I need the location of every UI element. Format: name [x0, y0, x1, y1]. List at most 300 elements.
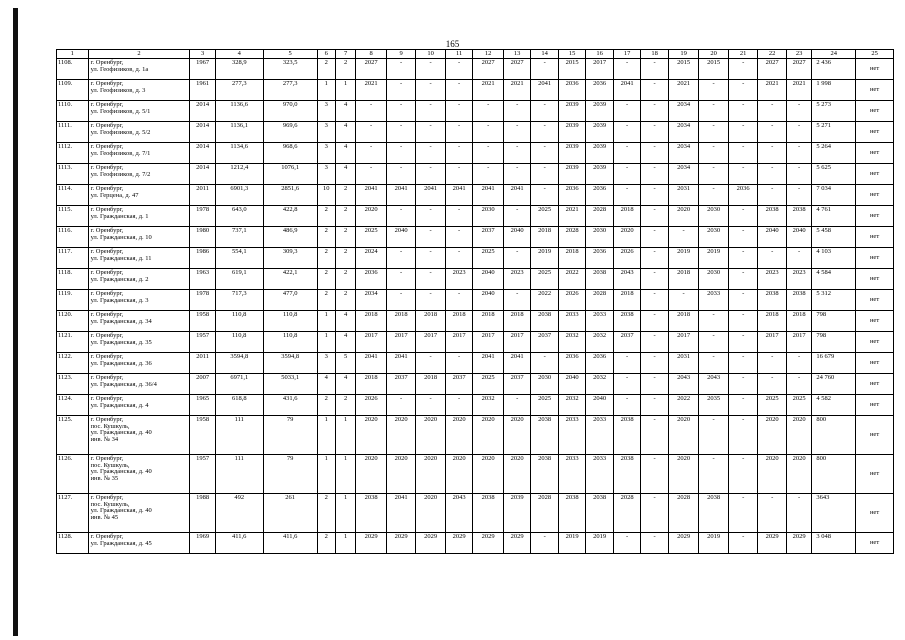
cell-col-12: 2018 — [473, 311, 504, 332]
cell-col-17: 2018 — [613, 290, 640, 311]
address-cell — [88, 164, 190, 185]
table-row — [57, 248, 894, 269]
row-number: 1123. — [57, 374, 89, 395]
cell-col-10: - — [416, 80, 446, 101]
address-cell — [88, 248, 190, 269]
address-line: ул. Гражданская, д. 11 — [90, 254, 152, 262]
cell-col-24: 5 312 — [812, 290, 856, 311]
cell-col-17: 2043 — [613, 269, 640, 290]
column-number: 4 — [215, 50, 263, 59]
address-line: ул. Гражданская, д. 2 — [90, 275, 149, 283]
cell-col-12: 2030 — [473, 206, 504, 227]
cell-col-11: 2029 — [445, 533, 472, 554]
cell-col-14: 2038 — [531, 311, 558, 332]
cell-col-18: - — [641, 269, 668, 290]
cell-col-12: 2021 — [473, 80, 504, 101]
cell-col-16: 2028 — [586, 290, 613, 311]
column-number: 1 — [57, 50, 89, 59]
cell-col-17: - — [613, 143, 640, 164]
cell-col-14: 2019 — [531, 248, 558, 269]
cell-col-17: - — [613, 185, 640, 206]
cell-col-19: 2020 — [668, 206, 699, 227]
cell-col-11: 2041 — [445, 185, 472, 206]
cell-col-7: 4 — [335, 101, 355, 122]
address-line: г. Оренбург, — [90, 248, 124, 255]
cell-col-24: 5 273 — [812, 101, 856, 122]
cell-col-3: 1957 — [190, 332, 215, 353]
cell-col-14: 2025 — [531, 269, 558, 290]
cell-col-16: 2033 — [586, 455, 613, 494]
cell-col-19: 2018 — [668, 311, 699, 332]
table-row — [57, 374, 894, 395]
cell-col-25: нет — [856, 59, 894, 80]
cell-col-24: 16 679 — [812, 353, 856, 374]
cell-col-8: 2020 — [356, 206, 387, 227]
column-number: 2 — [88, 50, 190, 59]
cell-col-23: - — [786, 122, 811, 143]
cell-col-23: 2023 — [786, 269, 811, 290]
cell-col-23: - — [786, 143, 811, 164]
cell-col-3: 2014 — [190, 143, 215, 164]
cell-col-21: - — [728, 143, 758, 164]
address-line: ул. Геофизиков, д. 1а — [90, 65, 149, 73]
cell-col-15: 2026 — [558, 290, 585, 311]
cell-col-21: - — [728, 311, 758, 332]
cell-col-6: 10 — [317, 185, 335, 206]
address-cell — [88, 455, 190, 494]
cell-col-15: 2038 — [558, 494, 585, 533]
cell-col-10: - — [416, 143, 446, 164]
cell-col-22: 2040 — [758, 227, 787, 248]
cell-col-19: 2022 — [668, 395, 699, 416]
cell-col-19: 2015 — [668, 59, 699, 80]
cell-col-18: - — [641, 206, 668, 227]
cell-col-7: 1 — [335, 80, 355, 101]
cell-col-11: - — [445, 143, 472, 164]
address-line: ул. Гражданская, д. 35 — [90, 338, 152, 346]
cell-col-12: 2025 — [473, 374, 504, 395]
cell-col-25: нет — [856, 353, 894, 374]
cell-col-14: 2030 — [531, 374, 558, 395]
cell-col-21: - — [728, 353, 758, 374]
address-line: г. Оренбург, — [90, 311, 124, 318]
cell-col-17: - — [613, 59, 640, 80]
cell-col-6: 2 — [317, 494, 335, 533]
cell-col-8: 2017 — [356, 332, 387, 353]
cell-col-5: 431,6 — [263, 395, 317, 416]
cell-col-9: 2041 — [386, 353, 416, 374]
table-row — [57, 416, 894, 455]
cell-col-16: 2030 — [586, 227, 613, 248]
cell-col-11: - — [445, 395, 472, 416]
cell-col-25: нет — [856, 455, 894, 494]
cell-col-20: - — [699, 455, 729, 494]
cell-col-21: - — [728, 416, 758, 455]
cell-col-15: 2018 — [558, 248, 585, 269]
cell-col-13: 2039 — [503, 494, 530, 533]
cell-col-5: 5033,1 — [263, 374, 317, 395]
cell-col-11: 2017 — [445, 332, 472, 353]
cell-col-18: - — [641, 101, 668, 122]
cell-col-22: - — [758, 122, 787, 143]
address-line: г. Оренбург, — [90, 455, 124, 462]
cell-col-15: 2039 — [558, 101, 585, 122]
cell-col-25: нет — [856, 80, 894, 101]
cell-col-9: - — [386, 395, 416, 416]
row-number: 1109. — [57, 80, 89, 101]
address-line: г. Оренбург, — [90, 164, 124, 171]
cell-col-19: - — [668, 290, 699, 311]
cell-col-4: 554,1 — [215, 248, 263, 269]
cell-col-9: 2018 — [386, 311, 416, 332]
table-row — [57, 80, 894, 101]
cell-col-20: 2015 — [699, 59, 729, 80]
cell-col-8: - — [356, 122, 387, 143]
cell-col-7: 5 — [335, 353, 355, 374]
cell-col-19: 2017 — [668, 332, 699, 353]
address-line: г. Оренбург, — [90, 143, 124, 150]
cell-col-6: 1 — [317, 332, 335, 353]
address-line: инв. № 35 — [90, 474, 119, 482]
cell-col-14: - — [531, 533, 558, 554]
cell-col-25: нет — [856, 164, 894, 185]
cell-col-20: 2019 — [699, 533, 729, 554]
cell-col-12: - — [473, 143, 504, 164]
cell-col-13: 2023 — [503, 269, 530, 290]
cell-col-5: 110,8 — [263, 332, 317, 353]
column-number: 22 — [758, 50, 787, 59]
cell-col-22: - — [758, 494, 787, 533]
cell-col-17: 2020 — [613, 227, 640, 248]
cell-col-24: 4 582 — [812, 395, 856, 416]
register-table — [56, 49, 894, 554]
cell-col-22: - — [758, 101, 787, 122]
cell-col-25: нет — [856, 395, 894, 416]
cell-col-25: нет — [856, 227, 894, 248]
cell-col-21: - — [728, 248, 758, 269]
cell-col-25: нет — [856, 248, 894, 269]
cell-col-21: - — [728, 455, 758, 494]
row-number: 1128. — [57, 533, 89, 554]
cell-col-15: 2032 — [558, 332, 585, 353]
cell-col-15: 2036 — [558, 185, 585, 206]
row-number: 1119. — [57, 290, 89, 311]
cell-col-7: 4 — [335, 143, 355, 164]
table-row — [57, 290, 894, 311]
cell-col-17: 2038 — [613, 416, 640, 455]
table-row — [57, 395, 894, 416]
cell-col-16: 2039 — [586, 143, 613, 164]
cell-col-20: 2019 — [699, 248, 729, 269]
cell-col-3: 1986 — [190, 248, 215, 269]
cell-col-14: - — [531, 185, 558, 206]
cell-col-11: 2018 — [445, 311, 472, 332]
cell-col-24: 5 271 — [812, 122, 856, 143]
address-line: г. Оренбург, — [90, 533, 124, 540]
cell-col-9: - — [386, 248, 416, 269]
cell-col-18: - — [641, 185, 668, 206]
cell-col-4: 277,3 — [215, 80, 263, 101]
cell-col-24: 2 436 — [812, 59, 856, 80]
cell-col-21: - — [728, 533, 758, 554]
cell-col-24: 800 — [812, 416, 856, 455]
row-number: 1122. — [57, 353, 89, 374]
cell-col-8: 2034 — [356, 290, 387, 311]
column-number: 14 — [531, 50, 558, 59]
cell-col-11: - — [445, 59, 472, 80]
cell-col-7: 1 — [335, 494, 355, 533]
cell-col-5: 422,8 — [263, 206, 317, 227]
cell-col-16: 2039 — [586, 164, 613, 185]
cell-col-8: 2027 — [356, 59, 387, 80]
cell-col-18: - — [641, 332, 668, 353]
cell-col-24: 800 — [812, 455, 856, 494]
cell-col-8: 2020 — [356, 455, 387, 494]
row-number: 1110. — [57, 101, 89, 122]
cell-col-17: - — [613, 353, 640, 374]
cell-col-13: 2021 — [503, 80, 530, 101]
cell-col-25: нет — [856, 143, 894, 164]
cell-col-20: - — [699, 353, 729, 374]
address-line: инв. № 45 — [90, 513, 119, 521]
cell-col-4: 411,6 — [215, 533, 263, 554]
cell-col-8: 2041 — [356, 185, 387, 206]
cell-col-8: 2029 — [356, 533, 387, 554]
column-number: 23 — [786, 50, 811, 59]
cell-col-19: 2020 — [668, 416, 699, 455]
cell-col-23: - — [786, 248, 811, 269]
column-number: 3 — [190, 50, 215, 59]
row-number: 1124. — [57, 395, 89, 416]
cell-col-9: 2029 — [386, 533, 416, 554]
cell-col-21: - — [728, 101, 758, 122]
cell-col-22: 2020 — [758, 455, 787, 494]
cell-col-16: 2032 — [586, 374, 613, 395]
cell-col-16: 2019 — [586, 533, 613, 554]
cell-col-7: 1 — [335, 533, 355, 554]
cell-col-11: 2020 — [445, 416, 472, 455]
cell-col-6: 2 — [317, 227, 335, 248]
cell-col-17: 2028 — [613, 494, 640, 533]
cell-col-18: - — [641, 455, 668, 494]
cell-col-13: 2037 — [503, 374, 530, 395]
cell-col-20: 2038 — [699, 494, 729, 533]
cell-col-14: 2028 — [531, 494, 558, 533]
address-line: г. Оренбург, — [90, 290, 124, 297]
cell-col-16: 2040 — [586, 395, 613, 416]
cell-col-4: 110,8 — [215, 311, 263, 332]
cell-col-21: - — [728, 332, 758, 353]
cell-col-10: 2017 — [416, 332, 446, 353]
cell-col-21: - — [728, 164, 758, 185]
column-number: 13 — [503, 50, 530, 59]
cell-col-24: 5 625 — [812, 164, 856, 185]
cell-col-16: 2036 — [586, 80, 613, 101]
cell-col-9: - — [386, 122, 416, 143]
row-number: 1111. — [57, 122, 89, 143]
cell-col-20: - — [699, 185, 729, 206]
cell-col-7: 2 — [335, 269, 355, 290]
cell-col-14: - — [531, 164, 558, 185]
cell-col-11: - — [445, 206, 472, 227]
column-number: 6 — [317, 50, 335, 59]
address-cell — [88, 374, 190, 395]
cell-col-12: 2038 — [473, 494, 504, 533]
cell-col-23: - — [786, 185, 811, 206]
cell-col-22: 2038 — [758, 290, 787, 311]
cell-col-22: 2029 — [758, 533, 787, 554]
cell-col-10: - — [416, 206, 446, 227]
cell-col-10: - — [416, 59, 446, 80]
cell-col-24: 4 761 — [812, 206, 856, 227]
cell-col-13: - — [503, 164, 530, 185]
cell-col-7: 2 — [335, 206, 355, 227]
cell-col-5: 261 — [263, 494, 317, 533]
cell-col-23: 2017 — [786, 332, 811, 353]
cell-col-8: 2020 — [356, 416, 387, 455]
table-row — [57, 143, 894, 164]
cell-col-15: 2028 — [558, 227, 585, 248]
cell-col-12: 2040 — [473, 290, 504, 311]
cell-col-20: - — [699, 80, 729, 101]
cell-col-5: 110,8 — [263, 311, 317, 332]
cell-col-25: нет — [856, 332, 894, 353]
cell-col-24: 7 034 — [812, 185, 856, 206]
cell-col-15: 2036 — [558, 80, 585, 101]
cell-col-13: - — [503, 206, 530, 227]
cell-col-9: 2040 — [386, 227, 416, 248]
cell-col-3: 1961 — [190, 80, 215, 101]
address-line: ул. Гражданская, д. 40 — [90, 468, 152, 475]
cell-col-25: нет — [856, 101, 894, 122]
cell-col-21: 2036 — [728, 185, 758, 206]
cell-col-22: 2018 — [758, 311, 787, 332]
column-number: 17 — [613, 50, 640, 59]
address-cell — [88, 143, 190, 164]
address-cell — [88, 311, 190, 332]
cell-col-20: - — [699, 332, 729, 353]
cell-col-7: 4 — [335, 122, 355, 143]
cell-col-3: 1958 — [190, 311, 215, 332]
cell-col-22: - — [758, 143, 787, 164]
cell-col-17: 2041 — [613, 80, 640, 101]
cell-col-16: 2033 — [586, 311, 613, 332]
cell-col-11: 2023 — [445, 269, 472, 290]
cell-col-4: 6971,1 — [215, 374, 263, 395]
cell-col-10: - — [416, 122, 446, 143]
cell-col-15: 2019 — [558, 533, 585, 554]
address-line: г. Оренбург, — [90, 395, 124, 402]
cell-col-6: 2 — [317, 206, 335, 227]
cell-col-16: 2038 — [586, 269, 613, 290]
cell-col-18: - — [641, 227, 668, 248]
table-row — [57, 185, 894, 206]
cell-col-9: 2020 — [386, 416, 416, 455]
cell-col-8: - — [356, 101, 387, 122]
cell-col-18: - — [641, 494, 668, 533]
cell-col-22: - — [758, 374, 787, 395]
cell-col-10: - — [416, 227, 446, 248]
cell-col-5: 3594,8 — [263, 353, 317, 374]
cell-col-15: 2036 — [558, 353, 585, 374]
cell-col-22: 2021 — [758, 80, 787, 101]
address-line: г. Оренбург, — [90, 185, 124, 192]
cell-col-12: 2020 — [473, 416, 504, 455]
cell-col-8: 2025 — [356, 227, 387, 248]
address-cell — [88, 332, 190, 353]
address-line: ул. Гражданская, д. 10 — [90, 233, 152, 241]
column-number: 5 — [263, 50, 317, 59]
cell-col-13: - — [503, 395, 530, 416]
cell-col-9: 2017 — [386, 332, 416, 353]
scan-margin-bar — [13, 8, 18, 636]
table-row — [57, 494, 894, 533]
cell-col-5: 486,9 — [263, 227, 317, 248]
cell-col-3: 1957 — [190, 455, 215, 494]
address-line: г. Оренбург, — [90, 227, 124, 234]
cell-col-15: 2033 — [558, 416, 585, 455]
address-cell — [88, 59, 190, 80]
address-line: г. Оренбург, — [90, 80, 124, 87]
cell-col-23: 2025 — [786, 395, 811, 416]
cell-col-20: 2030 — [699, 206, 729, 227]
cell-col-9: 2037 — [386, 374, 416, 395]
cell-col-6: 2 — [317, 269, 335, 290]
cell-col-6: 2 — [317, 290, 335, 311]
cell-col-22: - — [758, 185, 787, 206]
cell-col-19: 2020 — [668, 455, 699, 494]
table-row — [57, 311, 894, 332]
cell-col-13: - — [503, 122, 530, 143]
column-number: 16 — [586, 50, 613, 59]
cell-col-17: 2038 — [613, 311, 640, 332]
column-number: 7 — [335, 50, 355, 59]
cell-col-13: 2018 — [503, 311, 530, 332]
row-number: 1115. — [57, 206, 89, 227]
cell-col-16: 2039 — [586, 122, 613, 143]
cell-col-19: 2031 — [668, 353, 699, 374]
cell-col-17: 2038 — [613, 455, 640, 494]
cell-col-14: 2037 — [531, 332, 558, 353]
cell-col-6: 3 — [317, 164, 335, 185]
cell-col-13: 2029 — [503, 533, 530, 554]
cell-col-3: 1969 — [190, 533, 215, 554]
cell-col-7: 1 — [335, 455, 355, 494]
table-row — [57, 164, 894, 185]
cell-col-15: 2040 — [558, 374, 585, 395]
cell-col-18: - — [641, 164, 668, 185]
cell-col-12: 2041 — [473, 353, 504, 374]
cell-col-12: 2017 — [473, 332, 504, 353]
address-line: г. Оренбург, — [90, 101, 124, 108]
cell-col-20: - — [699, 101, 729, 122]
cell-col-24: 798 — [812, 332, 856, 353]
cell-col-11: - — [445, 80, 472, 101]
cell-col-8: 2018 — [356, 311, 387, 332]
cell-col-16: 2036 — [586, 353, 613, 374]
cell-col-23: 2020 — [786, 416, 811, 455]
table-row — [57, 332, 894, 353]
cell-col-15: 2039 — [558, 164, 585, 185]
cell-col-8: 2038 — [356, 494, 387, 533]
cell-col-22: - — [758, 353, 787, 374]
cell-col-13: 2027 — [503, 59, 530, 80]
cell-col-24: 5 264 — [812, 143, 856, 164]
cell-col-13: 2040 — [503, 227, 530, 248]
cell-col-10: 2020 — [416, 455, 446, 494]
cell-col-13: - — [503, 101, 530, 122]
cell-col-7: 2 — [335, 185, 355, 206]
